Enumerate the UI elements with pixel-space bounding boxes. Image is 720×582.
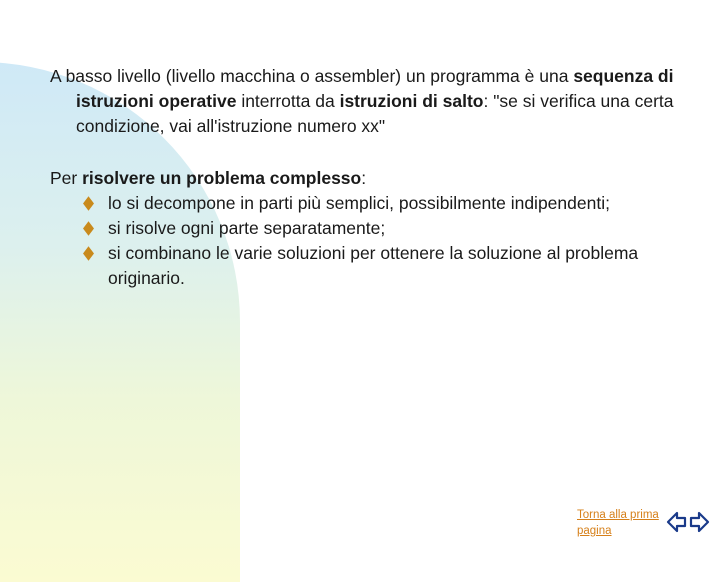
bullet-list xyxy=(50,191,700,291)
paragraph-text: A basso livello (livello macchina o assembler) un programma è una xyxy=(50,66,574,86)
bullet-icon xyxy=(83,196,94,211)
bold-phrase: istruzioni di salto xyxy=(339,91,484,111)
bullet-icon xyxy=(83,246,94,261)
bold-phrase: sequenza di istruzioni operative xyxy=(76,66,674,111)
list-item-text: lo si decompone in parti più semplici, possibilmente indipendenti; xyxy=(108,193,610,213)
list-item-text: si risolve ogni parte separatamente; xyxy=(108,218,386,238)
list-item-text: si combinano le varie soluzioni per ottenere la soluzione al problema originario. xyxy=(108,243,639,288)
slide-content xyxy=(50,64,700,291)
double-arrow-icon[interactable] xyxy=(666,510,710,534)
list-item xyxy=(82,241,700,291)
paragraph-text: interrotta da xyxy=(236,91,340,111)
paragraph-text: Per xyxy=(50,168,83,188)
paragraph-problem xyxy=(50,166,700,191)
back-to-first-page-link[interactable]: Torna alla prima pagina xyxy=(577,509,659,537)
paragraph-text: : xyxy=(361,168,367,188)
list-item xyxy=(82,191,700,216)
paragraph-text: : "se si verifica una certa condizione, vai all'istruzione numero xx" xyxy=(76,91,674,136)
list-item xyxy=(82,216,700,241)
paragraph-assembler xyxy=(50,64,700,139)
bold-phrase: risolvere un problema complesso xyxy=(82,168,362,188)
bullet-icon xyxy=(83,221,94,236)
